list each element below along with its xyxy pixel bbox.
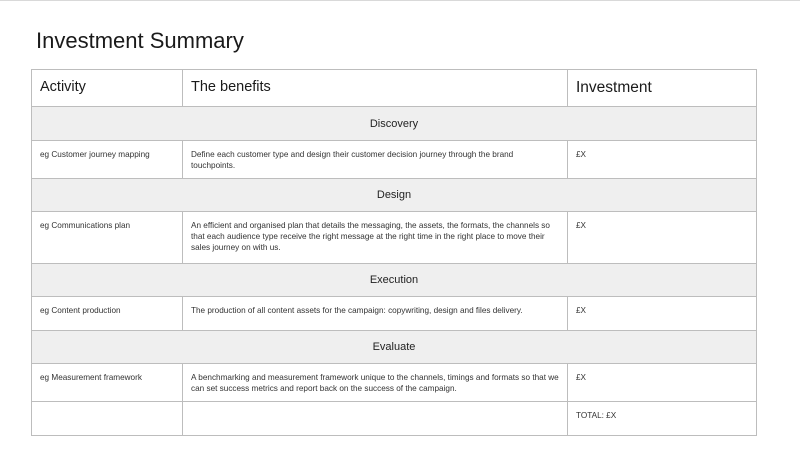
section-title: Execution xyxy=(32,264,757,297)
benefit-cell: Define each customer type and design their customer decision journey through the brand touchpoints. xyxy=(183,141,568,179)
activity-cell: eg Communications plan xyxy=(32,212,183,264)
table-row xyxy=(32,297,757,331)
investment-cell: £X xyxy=(568,364,757,402)
investment-cell: £X xyxy=(568,212,757,264)
section-title: Discovery xyxy=(32,107,757,141)
investment-table xyxy=(31,69,757,436)
investment-cell: £X xyxy=(568,297,757,331)
activity-cell: eg Customer journey mapping xyxy=(32,141,183,179)
table-row xyxy=(32,364,757,402)
section-row-execution xyxy=(32,264,757,297)
table-header-row xyxy=(32,70,757,107)
total-cell: TOTAL: £X xyxy=(568,402,757,436)
activity-cell: eg Measurement framework xyxy=(32,364,183,402)
top-divider xyxy=(0,0,800,1)
table-row xyxy=(32,212,757,264)
total-row xyxy=(32,402,757,436)
benefit-cell: An efficient and organised plan that details the messaging, the assets, the formats, the channels so that each audience type receive the right message at the right time in the right place to move their sales journey on with us. xyxy=(183,212,568,264)
section-row-discovery xyxy=(32,107,757,141)
header-investment: Investment xyxy=(568,70,757,107)
slide-title: Investment Summary xyxy=(36,28,244,53)
header-activity: Activity xyxy=(32,70,183,107)
total-spacer-activity xyxy=(32,402,183,436)
section-title: Design xyxy=(32,179,757,212)
section-row-evaluate xyxy=(32,331,757,364)
activity-cell: eg Content production xyxy=(32,297,183,331)
benefit-cell: A benchmarking and measurement framework unique to the channels, timings and formats so that we can set success metrics and report back on the success of the campaign. xyxy=(183,364,568,402)
table-row xyxy=(32,141,757,179)
section-row-design xyxy=(32,179,757,212)
section-title: Evaluate xyxy=(32,331,757,364)
header-benefits: The benefits xyxy=(183,70,568,107)
benefit-cell: The production of all content assets for the campaign: copywriting, design and files delivery. xyxy=(183,297,568,331)
investment-cell: £X xyxy=(568,141,757,179)
total-spacer-benefit xyxy=(183,402,568,436)
